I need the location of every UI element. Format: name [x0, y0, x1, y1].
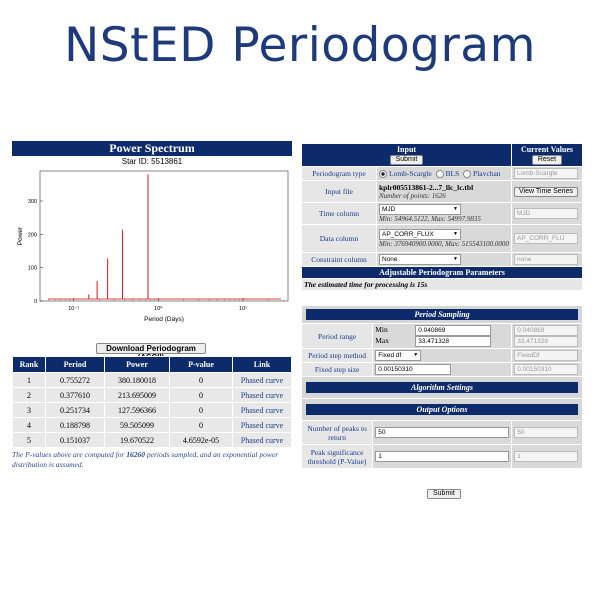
phased-curve-link[interactable]: Phased curve — [233, 403, 292, 418]
threshold-current: 1 — [514, 451, 578, 462]
data-column-range: Min: 376940900.0000, Max: 515543100.0000 — [379, 240, 509, 248]
constraint-column-current-cell — [512, 253, 583, 267]
note-text-post: periods sampled, and an exponential power distribution is assumed. — [12, 450, 279, 469]
y-tick-label: 300 — [27, 199, 37, 205]
input-form-table — [301, 143, 583, 291]
cell-period: 0.151037 — [46, 433, 105, 448]
adjustable-params-header: Adjustable Periodogram Parameters — [302, 267, 583, 279]
parameters-table — [301, 305, 583, 469]
num-peaks-cell — [373, 421, 512, 445]
bottom-submit-wrap — [427, 482, 461, 500]
time-column-label: Time column — [302, 203, 377, 225]
period-max-input[interactable]: 33.471328 — [415, 336, 491, 347]
radio-lomb-scargle[interactable] — [379, 170, 387, 178]
time-column-current: MJD — [514, 208, 578, 219]
cell-rank: 5 — [13, 433, 46, 448]
col-period: Period — [46, 357, 105, 373]
view-time-series-button[interactable]: View Time Series — [514, 187, 578, 197]
note-periods-count: 16260 — [126, 450, 146, 459]
threshold-input[interactable]: 1 — [375, 451, 509, 462]
num-peaks-input[interactable]: 50 — [375, 427, 509, 438]
phased-curve-link[interactable]: Phased curve — [233, 418, 292, 433]
step-method-current: FixedDf — [514, 350, 578, 361]
num-peaks-label: Number of peaks to return — [302, 421, 373, 445]
time-column-range: Min: 54964.5122, Max: 54997.9835 — [379, 215, 481, 223]
cell-power: 213.695009 — [105, 388, 170, 403]
data-column-cell — [377, 225, 512, 253]
cell-rank: 2 — [13, 388, 46, 403]
cell-period: 0.755272 — [46, 373, 105, 388]
col-rank: Rank — [13, 357, 46, 373]
constraint-column-label: Constraint column — [302, 253, 377, 267]
y-tick-label: 100 — [27, 265, 37, 272]
cell-pvalue: 0 — [170, 418, 233, 433]
step-method-cell — [373, 349, 512, 363]
periodogram-type-label: Periodogram type — [302, 167, 377, 181]
data-column-select[interactable] — [379, 229, 461, 240]
table-row — [13, 388, 292, 403]
chevron-down-icon: ▼ — [453, 206, 458, 212]
col-link: Link — [233, 357, 292, 373]
plot-frame — [40, 171, 288, 301]
period-max-row — [375, 336, 509, 347]
cell-rank: 4 — [13, 418, 46, 433]
threshold-cell — [373, 445, 512, 469]
cell-power: 19.670522 — [105, 433, 170, 448]
constraint-column-select[interactable] — [379, 254, 461, 265]
num-peaks-current: 50 — [514, 427, 578, 438]
results-table — [12, 356, 292, 448]
cell-power: 59.505099 — [105, 418, 170, 433]
step-method-current-cell — [512, 349, 583, 363]
cell-pvalue: 0 — [170, 388, 233, 403]
radio-plavchan[interactable] — [463, 170, 471, 178]
cell-period: 0.251734 — [46, 403, 105, 418]
period-range-label: Period range — [302, 324, 373, 349]
data-column-current: AP_CORR_FLU — [514, 233, 578, 244]
step-method-label: Period step method — [302, 349, 373, 363]
constraint-column-current: none — [514, 254, 578, 265]
current-values-label: Current Values — [520, 145, 574, 154]
chevron-down-icon: ▼ — [413, 352, 419, 358]
step-size-current-cell — [512, 363, 583, 377]
radio-label-bls: BLS — [445, 168, 460, 178]
periodogram-type-options — [377, 167, 512, 181]
periodogram-type-current: Lomb-Scargle — [514, 168, 578, 179]
pvalue-note — [12, 450, 297, 470]
period-min-current: 0.040869 — [514, 325, 578, 336]
radio-bls[interactable] — [436, 170, 444, 178]
star-id-label: Star ID: 5513861 — [121, 157, 183, 166]
x-tick-label: 10⁻¹ — [68, 306, 80, 312]
output-band — [302, 399, 583, 421]
phased-curve-link[interactable]: Phased curve — [233, 433, 292, 448]
cell-power: 127.596366 — [105, 403, 170, 418]
reset-button[interactable]: Reset — [532, 155, 562, 165]
cell-rank: 1 — [13, 373, 46, 388]
current-values-header-cell — [512, 144, 583, 167]
data-column-current-cell — [512, 225, 583, 253]
download-periodogram-button[interactable]: Download Periodogram — [96, 343, 206, 354]
submit-button[interactable]: Submit — [390, 155, 424, 165]
view-ts-cell — [512, 181, 583, 203]
input-points-count: Number of points: 1626 — [379, 192, 446, 200]
step-size-input[interactable]: 0.00150310 — [375, 364, 451, 375]
radio-label-plavchan: Plavchan — [473, 168, 501, 178]
constraint-column-cell — [377, 253, 512, 267]
algorithm-settings-header[interactable]: Algorithm Settings — [306, 382, 578, 393]
time-column-current-cell — [512, 203, 583, 225]
input-header-label: Input — [396, 145, 417, 154]
page-banner-title: NStED Periodogram — [64, 18, 536, 73]
table-row — [13, 418, 292, 433]
time-column-cell — [377, 203, 512, 225]
step-method-select[interactable] — [375, 350, 421, 361]
cell-pvalue: 0 — [170, 403, 233, 418]
power-spectrum-header: Power Spectrum — [12, 141, 292, 156]
period-range-current-cell — [512, 324, 583, 349]
time-column-select[interactable] — [379, 204, 461, 215]
cell-pvalue: 4.6592e-05 — [170, 433, 233, 448]
algorithm-band — [302, 377, 583, 399]
period-range-cell — [373, 324, 512, 349]
y-tick-label: 200 — [27, 232, 37, 239]
num-peaks-current-cell — [512, 421, 583, 445]
constraint-column-value: None — [382, 256, 398, 263]
y-tick-label: 0 — [33, 299, 37, 305]
table-row — [13, 403, 292, 418]
x-tick-label: 10⁰ — [154, 306, 163, 312]
results-header-row — [13, 357, 292, 373]
processing-estimate: The estimated time for processing is 15s — [302, 279, 583, 291]
power-spectrum-chart — [12, 163, 294, 343]
input-file-label: Input file — [302, 181, 377, 203]
cell-pvalue: 0 — [170, 373, 233, 388]
cell-power: 380.180018 — [105, 373, 170, 388]
chevron-down-icon: ▼ — [453, 231, 458, 237]
x-axis-label: Period (Days) — [144, 316, 184, 323]
cell-period: 0.377610 — [46, 388, 105, 403]
period-sampling-band — [302, 306, 583, 324]
periodogram-type-current-cell — [512, 167, 583, 181]
data-column-label: Data column — [302, 225, 377, 253]
time-column-value: MJD — [382, 206, 396, 213]
cell-rank: 3 — [13, 403, 46, 418]
threshold-label: Peak significance threshold (P-Value) — [302, 445, 373, 469]
chevron-down-icon: ▼ — [453, 256, 458, 262]
step-size-current: 0.00150310 — [514, 364, 578, 375]
period-max-current: 33.471328 — [514, 336, 578, 347]
period-sampling-header: Period Sampling — [306, 309, 578, 320]
cell-period: 0.188798 — [46, 418, 105, 433]
table-row — [13, 433, 292, 448]
input-header-cell — [302, 144, 512, 167]
period-min-row — [375, 325, 509, 336]
y-axis-label: Power — [17, 226, 24, 246]
period-min-input[interactable]: 0.040869 — [415, 325, 491, 336]
step-size-label: Fixed step size — [302, 363, 373, 377]
threshold-current-cell — [512, 445, 583, 469]
col-power: Power — [105, 357, 170, 373]
table-row — [13, 373, 292, 388]
phased-curve-link[interactable]: Phased curve — [233, 388, 292, 403]
step-method-value: Fixed df — [378, 352, 402, 359]
data-column-value: AP_CORR_FLUX — [382, 231, 434, 238]
input-file-info — [377, 181, 512, 203]
period-min-label: Min — [375, 325, 388, 334]
period-max-label: Max — [375, 336, 389, 345]
col-pvalue: P-value — [170, 357, 233, 373]
radio-label-lomb: Lomb-Scargle — [389, 168, 432, 178]
output-options-header: Output Options — [306, 404, 578, 415]
step-size-cell — [373, 363, 512, 377]
x-tick-label: 10¹ — [239, 306, 247, 312]
note-text-pre: The P-values above are computed for — [12, 450, 127, 459]
input-filename: kplr005513861-2...7_llc_lc.tbl — [379, 183, 474, 192]
phased-curve-link[interactable]: Phased curve — [233, 373, 292, 388]
submit-bottom-button[interactable]: Submit — [427, 489, 461, 499]
